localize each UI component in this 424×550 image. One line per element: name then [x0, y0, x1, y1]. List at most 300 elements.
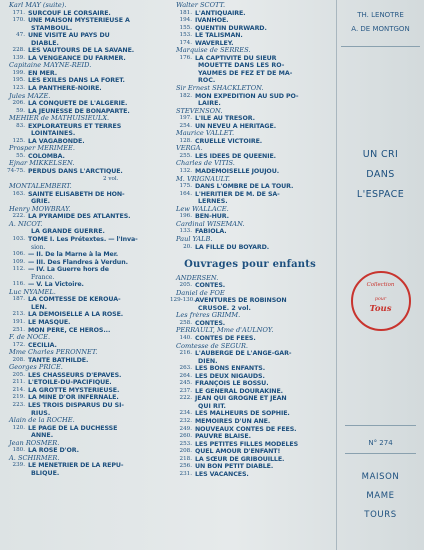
entry-title-text: LA COMTESSE DE KÉROUA- — [28, 296, 121, 304]
entry-title — [28, 372, 121, 380]
entry-number: 228. — [12, 47, 25, 54]
entry-title-text: TOME I. — [28, 235, 55, 243]
entry-title — [28, 138, 84, 146]
publisher-block — [337, 468, 424, 525]
entry-title — [195, 115, 255, 123]
entry-title — [28, 100, 127, 108]
title-continuation: DIABLE. — [31, 39, 59, 47]
entry-number: 264. — [179, 372, 192, 379]
entry-title-text: LA VENGEANCE DU FARMER. — [28, 54, 126, 62]
entry-title — [195, 395, 287, 403]
catalog-entry — [170, 138, 330, 146]
catalog-entry — [170, 448, 330, 456]
entry-title — [195, 463, 273, 471]
catalog-entry — [3, 138, 165, 146]
catalog-entry — [170, 373, 330, 381]
entry-title-text: AVENTURES DE ROBINSON — [195, 297, 287, 305]
entry-title — [28, 311, 123, 319]
entry-title — [28, 447, 79, 455]
catalog-entry — [3, 327, 165, 335]
author-name: Les frères GRIMM. — [176, 312, 241, 320]
entry-title-text: PERDUS DANS L'ARCTIQUE. — [28, 168, 123, 176]
entry-title — [28, 191, 125, 199]
volume-number: N° 274 — [368, 439, 393, 447]
entry-number: 155. — [179, 24, 192, 31]
entry-title-text: MÉMOIRES D'UN ÂNE. — [195, 417, 271, 425]
catalog-entry — [170, 410, 330, 418]
entry-number: 206. — [12, 100, 25, 107]
entry-title-text: LES IDÉES DE QUEENIE. — [195, 152, 276, 160]
entry-title — [195, 17, 228, 25]
entry-subtitle: Des Flandres à Verdun. — [45, 258, 128, 266]
catalog-entry — [170, 433, 330, 441]
catalog-entry — [3, 251, 165, 259]
entry-title — [28, 70, 57, 78]
entry-number: 83. — [16, 122, 25, 129]
entry-number: 249. — [179, 425, 192, 432]
entry-title-text: LE MASQUE. — [28, 318, 71, 326]
entry-subtitle: La Guerre hors de — [44, 266, 109, 274]
title-continuation: ANNE. — [31, 432, 54, 440]
author-name: Capitaine MAYNE-REID. — [9, 62, 92, 70]
entry-title — [195, 350, 291, 358]
entry-title-text: LA VAGABONDE. — [28, 137, 85, 145]
volume-note: 2 vol. — [103, 175, 119, 182]
author-name: Daniel de FOË — [176, 289, 225, 297]
entry-number: 231. — [179, 470, 192, 477]
entry-title-text: LES MALHEURS DE SOPHIE. — [195, 410, 290, 418]
authors-block — [341, 0, 420, 47]
catalog-entry — [170, 320, 330, 328]
catalog-entry — [3, 259, 165, 267]
entry-number: 153. — [179, 32, 192, 39]
catalog-entry — [3, 402, 165, 410]
catalog-column-middle — [170, 2, 330, 478]
catalog-entry — [3, 394, 165, 402]
catalog-entry — [3, 447, 165, 455]
catalog-entry — [3, 32, 165, 40]
entry-title — [195, 123, 276, 131]
entry-title-text: — II. — [28, 251, 44, 259]
entry-number: 106. — [12, 251, 25, 258]
entry-title — [195, 426, 296, 434]
author-name: A. DE MONTGON — [351, 25, 410, 33]
catalog-entry — [3, 296, 165, 304]
author-name: Comtesse de SÉGUR. — [176, 342, 249, 350]
entry-number: 182. — [179, 92, 192, 99]
entry-title — [195, 410, 290, 418]
entry-title — [28, 394, 119, 402]
catalog-entry — [3, 191, 165, 199]
entry-title-text: FRANÇOIS LE BOSSU. — [195, 380, 269, 388]
entry-title — [28, 462, 123, 470]
entry-title-text: UN BON PETIT DIABLE. — [195, 463, 274, 471]
catalog-entry — [3, 10, 165, 18]
catalog-entry — [170, 456, 330, 464]
entry-number: 256. — [179, 463, 192, 470]
entry-title-text: LA PANTHÈRE-NOIRE. — [28, 85, 102, 93]
entry-title — [28, 251, 118, 259]
entry-number: 196. — [179, 213, 192, 220]
entry-title — [28, 47, 134, 55]
entry-title — [195, 55, 276, 63]
entry-number: 199. — [12, 69, 25, 76]
catalog-entry — [170, 335, 330, 343]
entry-title-text: CONTES. — [195, 282, 226, 290]
author-name: Mme Charles PÉRONNET. — [9, 349, 98, 357]
author-name: VERGA. — [176, 145, 203, 153]
catalog-entry — [170, 25, 330, 33]
entry-title — [195, 32, 243, 40]
entry-title-text: UNE VISITE AU PAYS DU — [28, 32, 110, 40]
entry-number: 222. — [179, 395, 192, 402]
catalog-entry — [3, 266, 165, 274]
entry-title — [195, 448, 280, 456]
entry-number: 170. — [12, 17, 25, 24]
entry-title-text: UNE MAISON MYSTÉRIEUSE A — [28, 17, 130, 25]
author-name: Paul YALB. — [176, 235, 213, 243]
entry-number: 205. — [12, 371, 25, 378]
entry-title-text: WAVERLEY. — [195, 39, 234, 47]
author-name: Charles de VITIS. — [176, 160, 235, 168]
title-continuation: DIEN. — [198, 357, 218, 365]
entry-number: 109. — [12, 258, 25, 265]
entry-title — [28, 342, 57, 350]
entry-title-text: LA GROTTE MYSTÉRIEUSE. — [28, 386, 120, 394]
entry-number: 254. — [179, 122, 192, 129]
entry-number: 103. — [12, 235, 25, 242]
entry-title-text: LE MÉNÉTRIER DE LA RÉPU- — [28, 462, 124, 470]
entry-number: 211. — [12, 379, 25, 386]
catalog-entry — [3, 319, 165, 327]
catalog-entry — [170, 395, 330, 403]
entry-title-text: LES EXILÉS DANS LA FORÊT. — [28, 77, 125, 85]
catalog-entry — [170, 93, 330, 101]
entry-title — [28, 213, 130, 221]
entry-number: 123. — [12, 85, 25, 92]
entry-title-text: LE TALISMAN. — [195, 32, 243, 40]
catalog-entry — [3, 100, 165, 108]
entry-title-text: MON EXPÉDITION AU SUD PO- — [195, 92, 299, 100]
title-continuation: MOUETTE DANS LES RO- — [198, 62, 285, 70]
entry-number: 263. — [179, 365, 192, 372]
entry-number: 175. — [179, 183, 192, 190]
entry-title — [195, 138, 262, 146]
catalog-entry — [170, 32, 330, 40]
entry-title — [195, 168, 279, 176]
catalog-entry — [170, 10, 330, 18]
publisher-line: TOURS — [364, 510, 397, 520]
entry-title — [28, 108, 130, 116]
entry-title — [28, 17, 130, 25]
catalog-entry — [3, 77, 165, 85]
catalog-entry — [3, 372, 165, 380]
catalog-entry — [3, 55, 165, 63]
publisher-line: MAISON — [361, 472, 400, 482]
entry-title-text: SURCOUF LE CORSAIRE. — [28, 9, 111, 17]
entry-title — [28, 85, 102, 93]
entry-title-text: LE GÉNÉRAL DOURAKINE. — [195, 387, 283, 395]
catalog-entry — [170, 183, 330, 191]
entry-title-text: — III. — [28, 258, 46, 266]
catalog-entry — [3, 462, 165, 470]
entry-title-text: CRUELLE VICTOIRE. — [195, 137, 263, 145]
entry-number: 216. — [179, 350, 192, 357]
entry-subtitle: La Victoire. — [42, 281, 84, 289]
author-name: MONTALEMBERT. — [9, 183, 72, 191]
entry-title — [28, 357, 88, 365]
entry-subtitle: Les Prétextes. — l'Inva- — [54, 235, 138, 243]
entry-title-text: LA MINE D'OR INFERNALE. — [28, 394, 119, 402]
entry-title — [195, 282, 225, 290]
catalog-entry — [3, 70, 165, 78]
catalog-entry — [3, 153, 165, 161]
author-name: M. VRIGNAULT. — [176, 175, 230, 183]
badge-title: Tous — [369, 304, 392, 314]
catalog-entry — [170, 471, 330, 479]
catalog-entry — [3, 357, 165, 365]
catalog-entry — [170, 191, 330, 199]
entry-title-text: LES VACANCES. — [195, 470, 249, 478]
title-line: DANS — [366, 169, 395, 180]
entry-title-text: LES CHASSEURS D'ÉPAVES. — [28, 371, 122, 379]
catalog-entry — [170, 282, 330, 290]
entry-title — [28, 327, 110, 335]
entry-title — [195, 213, 229, 221]
entry-number: 258. — [179, 319, 192, 326]
entry-number: 195. — [12, 77, 25, 84]
author-name: Lew WALLACE. — [176, 205, 229, 213]
title-line: L'ESPACE — [356, 189, 405, 200]
entry-number: 180. — [12, 447, 25, 454]
entry-number: 187. — [12, 296, 25, 303]
entry-number: 253. — [179, 440, 192, 447]
book-title — [337, 145, 424, 205]
entry-title — [28, 123, 121, 131]
entry-number: 120. — [12, 424, 25, 431]
entry-title — [195, 153, 276, 161]
entry-number: 232. — [179, 417, 192, 424]
entry-number: 222. — [12, 213, 25, 220]
entry-number: 176. — [179, 54, 192, 61]
catalog-entry — [170, 55, 330, 63]
entry-number: 234. — [179, 410, 192, 417]
entry-title — [28, 402, 124, 410]
catalog-entry — [3, 85, 165, 93]
entry-title — [195, 93, 298, 101]
entry-title — [195, 297, 287, 305]
entry-number: 74-75. — [7, 168, 25, 175]
catalog-entry — [3, 425, 165, 433]
entry-number: 191. — [12, 318, 25, 325]
entry-number: 213. — [12, 311, 25, 318]
entry-number: 172. — [12, 341, 25, 348]
publisher-line: MAME — [366, 491, 395, 501]
entry-number: 251. — [12, 326, 25, 333]
catalog-entry — [170, 40, 330, 48]
entry-number: 223. — [12, 401, 25, 408]
entry-number: 116. — [12, 281, 25, 288]
entry-number: 125. — [12, 137, 25, 144]
author-name: Jean ROSMER. — [9, 439, 60, 447]
catalog-entry — [170, 350, 330, 358]
entry-title — [195, 365, 265, 373]
entry-title — [195, 456, 284, 464]
author-name: Cardinal WISEMAN. — [176, 220, 245, 228]
entry-title-text: MON PÈRE, CE HÉROS... — [28, 326, 111, 334]
entry-title — [28, 425, 117, 433]
entry-title-text: EXPLORATEURS ET TERRES — [28, 122, 122, 130]
author-name: F. de NOCÉ. — [9, 334, 51, 342]
title-continuation: BLIQUE. — [31, 469, 60, 477]
author-name: Marquise de SERRES. — [176, 47, 251, 55]
entry-number: 174. — [179, 39, 192, 46]
title-continuation: LAIRE. — [198, 100, 221, 108]
entry-number: 194. — [179, 17, 192, 24]
entry-title — [28, 236, 138, 244]
entry-title — [28, 379, 112, 387]
entry-number: 208. — [179, 448, 192, 455]
entry-number: 164. — [179, 190, 192, 197]
catalog-entry — [170, 418, 330, 426]
author-name: Alain de la ROCHE. — [9, 417, 75, 425]
catalog-entry — [3, 379, 165, 387]
title-continuation: GRIE. — [31, 198, 51, 206]
entry-title-text: LA PYRAMIDE DES ATLANTES. — [28, 213, 131, 221]
entry-number: 112. — [12, 266, 25, 273]
author-name: A. NICOT. — [9, 220, 43, 228]
catalog-entry — [170, 123, 330, 131]
entry-title-text: BEN-HUR. — [195, 213, 229, 221]
entry-title — [28, 10, 111, 18]
entry-title — [28, 77, 125, 85]
catalog-entry — [3, 311, 165, 319]
entry-title-text: CONTES. — [195, 319, 226, 327]
entry-title — [195, 25, 267, 33]
author-name: Georges PRICE. — [9, 364, 63, 372]
entry-title — [28, 296, 121, 304]
entry-number: 163. — [12, 190, 25, 197]
entry-title-text: LES DEUX NIGAUDS. — [195, 372, 265, 380]
entry-title — [28, 153, 65, 161]
entry-title — [195, 441, 298, 449]
entry-title-text: L'ÎLE AU TRÉSOR. — [195, 115, 255, 123]
title-continuation: YAUMES DE FEZ ET DE MA- — [198, 69, 293, 77]
catalog-entry — [3, 236, 165, 244]
entry-title-text: NOUVEAUX CONTES DE FÉES. — [195, 425, 297, 433]
catalog-entry — [170, 426, 330, 434]
entry-title — [28, 281, 84, 289]
entry-number: 245. — [179, 380, 192, 387]
entry-title-text: LES BONS ENFANTS. — [195, 365, 266, 373]
entry-number: 132. — [179, 168, 192, 175]
collection-badge — [351, 271, 411, 331]
catalog-entry — [170, 115, 330, 123]
entry-title-text: DANS L'OMBRE DE LA TOUR. — [195, 183, 294, 191]
entry-number: 171. — [12, 9, 25, 16]
catalog-entry — [170, 297, 330, 305]
author-name: ANDERSEN. — [176, 274, 219, 282]
entry-title-text: LA FILLE DU BOYARD. — [195, 243, 270, 251]
title-continuation: sion. — [31, 243, 46, 251]
entry-title-text: SAINTE ÉLISABETH DE HON- — [28, 190, 125, 198]
entry-number: 47. — [16, 32, 25, 39]
entry-title-text: LA JEUNESSE DE BONAPARTE. — [28, 107, 130, 115]
entry-subtitle: De la Marne à la Mer. — [43, 251, 119, 259]
entry-title-text: JEAN QUI GROGNE ET JEAN — [195, 395, 287, 403]
author-name: Henry MOWBRAY. — [9, 205, 71, 213]
entry-title — [195, 380, 269, 388]
entry-number: 140. — [179, 334, 192, 341]
entry-title — [195, 388, 283, 396]
entry-number: 205. — [179, 282, 192, 289]
catalog-entry — [170, 168, 330, 176]
author-name: Walter SCOTT. — [176, 2, 226, 9]
catalog-entry — [170, 17, 330, 25]
badge-text: Collection — [366, 282, 395, 288]
entry-title — [195, 373, 265, 381]
entry-title-text: COLOMBA. — [28, 152, 65, 160]
entry-number: 129-130. — [170, 297, 196, 304]
title-continuation: LEN. — [31, 303, 47, 311]
volume-number-box — [345, 425, 416, 454]
entry-title — [195, 244, 269, 252]
entry-title — [28, 168, 123, 176]
catalog-entry — [170, 244, 330, 252]
entry-title-text: CONTES DE FÉES. — [195, 334, 256, 342]
entry-title-text: QUEL AMOUR D'ENFANT! — [195, 448, 281, 456]
entry-number: 128. — [179, 137, 192, 144]
title-continuation: LERNES. — [198, 198, 228, 206]
entry-title — [195, 433, 251, 441]
catalog-entry — [3, 387, 165, 395]
title-continuation: ROC. — [198, 77, 216, 85]
entry-title — [195, 183, 293, 191]
author-name: TH. LENOTRE — [357, 11, 404, 19]
entry-number: 59. — [16, 107, 25, 114]
entry-title-text: L'AUBERGE DE L'ANGE-GAR- — [195, 350, 292, 358]
entry-title-text: LE PAGE DE LA DUCHESSE — [28, 424, 118, 432]
entry-number: 197. — [179, 115, 192, 122]
entry-title — [28, 319, 70, 327]
title-continuation: LOINTAINES. — [31, 130, 76, 138]
entry-title — [195, 10, 245, 18]
entry-number: 139. — [12, 54, 25, 61]
catalog-entry — [170, 153, 330, 161]
catalog-entry — [170, 441, 330, 449]
title-continuation: RIUS. — [31, 409, 51, 417]
catalog-column-left — [3, 2, 165, 477]
entry-number: 239. — [12, 462, 25, 469]
catalog-entry — [170, 463, 330, 471]
title-continuation: France. — [31, 273, 55, 281]
catalog-entry — [3, 123, 165, 131]
entry-title-text: LES TROIS DISPARUS DU SI- — [28, 401, 124, 409]
entry-title-text: EN MER. — [28, 69, 57, 77]
entry-title — [195, 191, 280, 199]
entry-number: 133. — [179, 228, 192, 235]
author-name: Karl MAY (suite). — [9, 2, 67, 9]
entry-title-text: L'ÉTOILE-DU-PACIFIQUE. — [28, 379, 112, 387]
entry-title-text: IVANHOÉ. — [195, 17, 229, 25]
entry-title-text: PAUVRE BLAISE. — [195, 433, 251, 441]
author-name: Maurice VALLET. — [176, 130, 235, 138]
entry-title — [28, 55, 126, 63]
catalog-entry — [170, 213, 330, 221]
entry-number: 237. — [179, 387, 192, 394]
catalog-entry — [3, 281, 165, 289]
entry-title — [28, 266, 109, 274]
